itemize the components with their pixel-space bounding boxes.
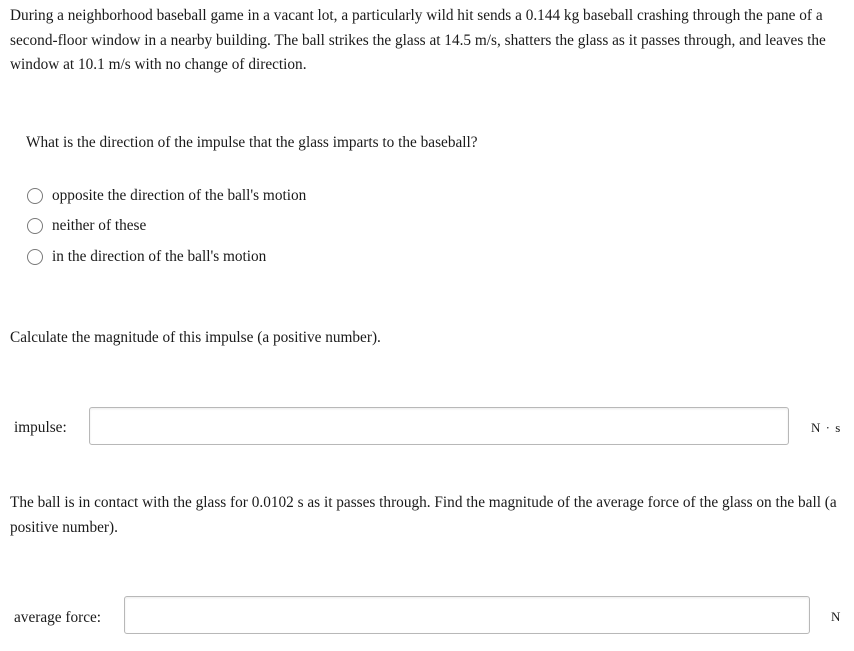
radio-button[interactable] — [27, 218, 43, 234]
impulse-input[interactable] — [89, 407, 789, 445]
option-label: in the direction of the ball's motion — [52, 248, 267, 265]
option-opposite-direction[interactable] — [27, 185, 306, 207]
radio-button[interactable] — [27, 188, 43, 204]
option-same-direction[interactable] — [27, 246, 266, 268]
impulse-unit: N · s — [811, 420, 842, 435]
option-neither[interactable] — [27, 215, 146, 237]
direction-question: What is the direction of the impulse that the glass imparts to the baseball? — [26, 134, 478, 151]
force-question: The ball is in contact with the glass for 0.0102 s as it passes through. Find the magnitude of the average force of the glass on the ball (a positive number). — [10, 494, 837, 536]
force-input[interactable] — [124, 596, 810, 634]
force-unit: N — [831, 609, 841, 624]
problem-statement: During a neighborhood baseball game in a vacant lot, a particularly wild hit sends a 0.144 kg baseball crashing through the pane of a second-floor window in a nearby building. The ball strikes the glass at 14.5 m/s, shatters the glass as it passes through, and leaves the window at 10.1 m/s with no change of direction. — [10, 7, 826, 73]
option-label: neither of these — [52, 217, 147, 234]
impulse-question: Calculate the magnitude of this impulse (a positive number). — [10, 329, 381, 346]
radio-button[interactable] — [27, 249, 43, 265]
force-label: average force: — [14, 609, 102, 626]
impulse-label: impulse: — [14, 419, 67, 436]
option-label: opposite the direction of the ball's motion — [52, 187, 307, 204]
